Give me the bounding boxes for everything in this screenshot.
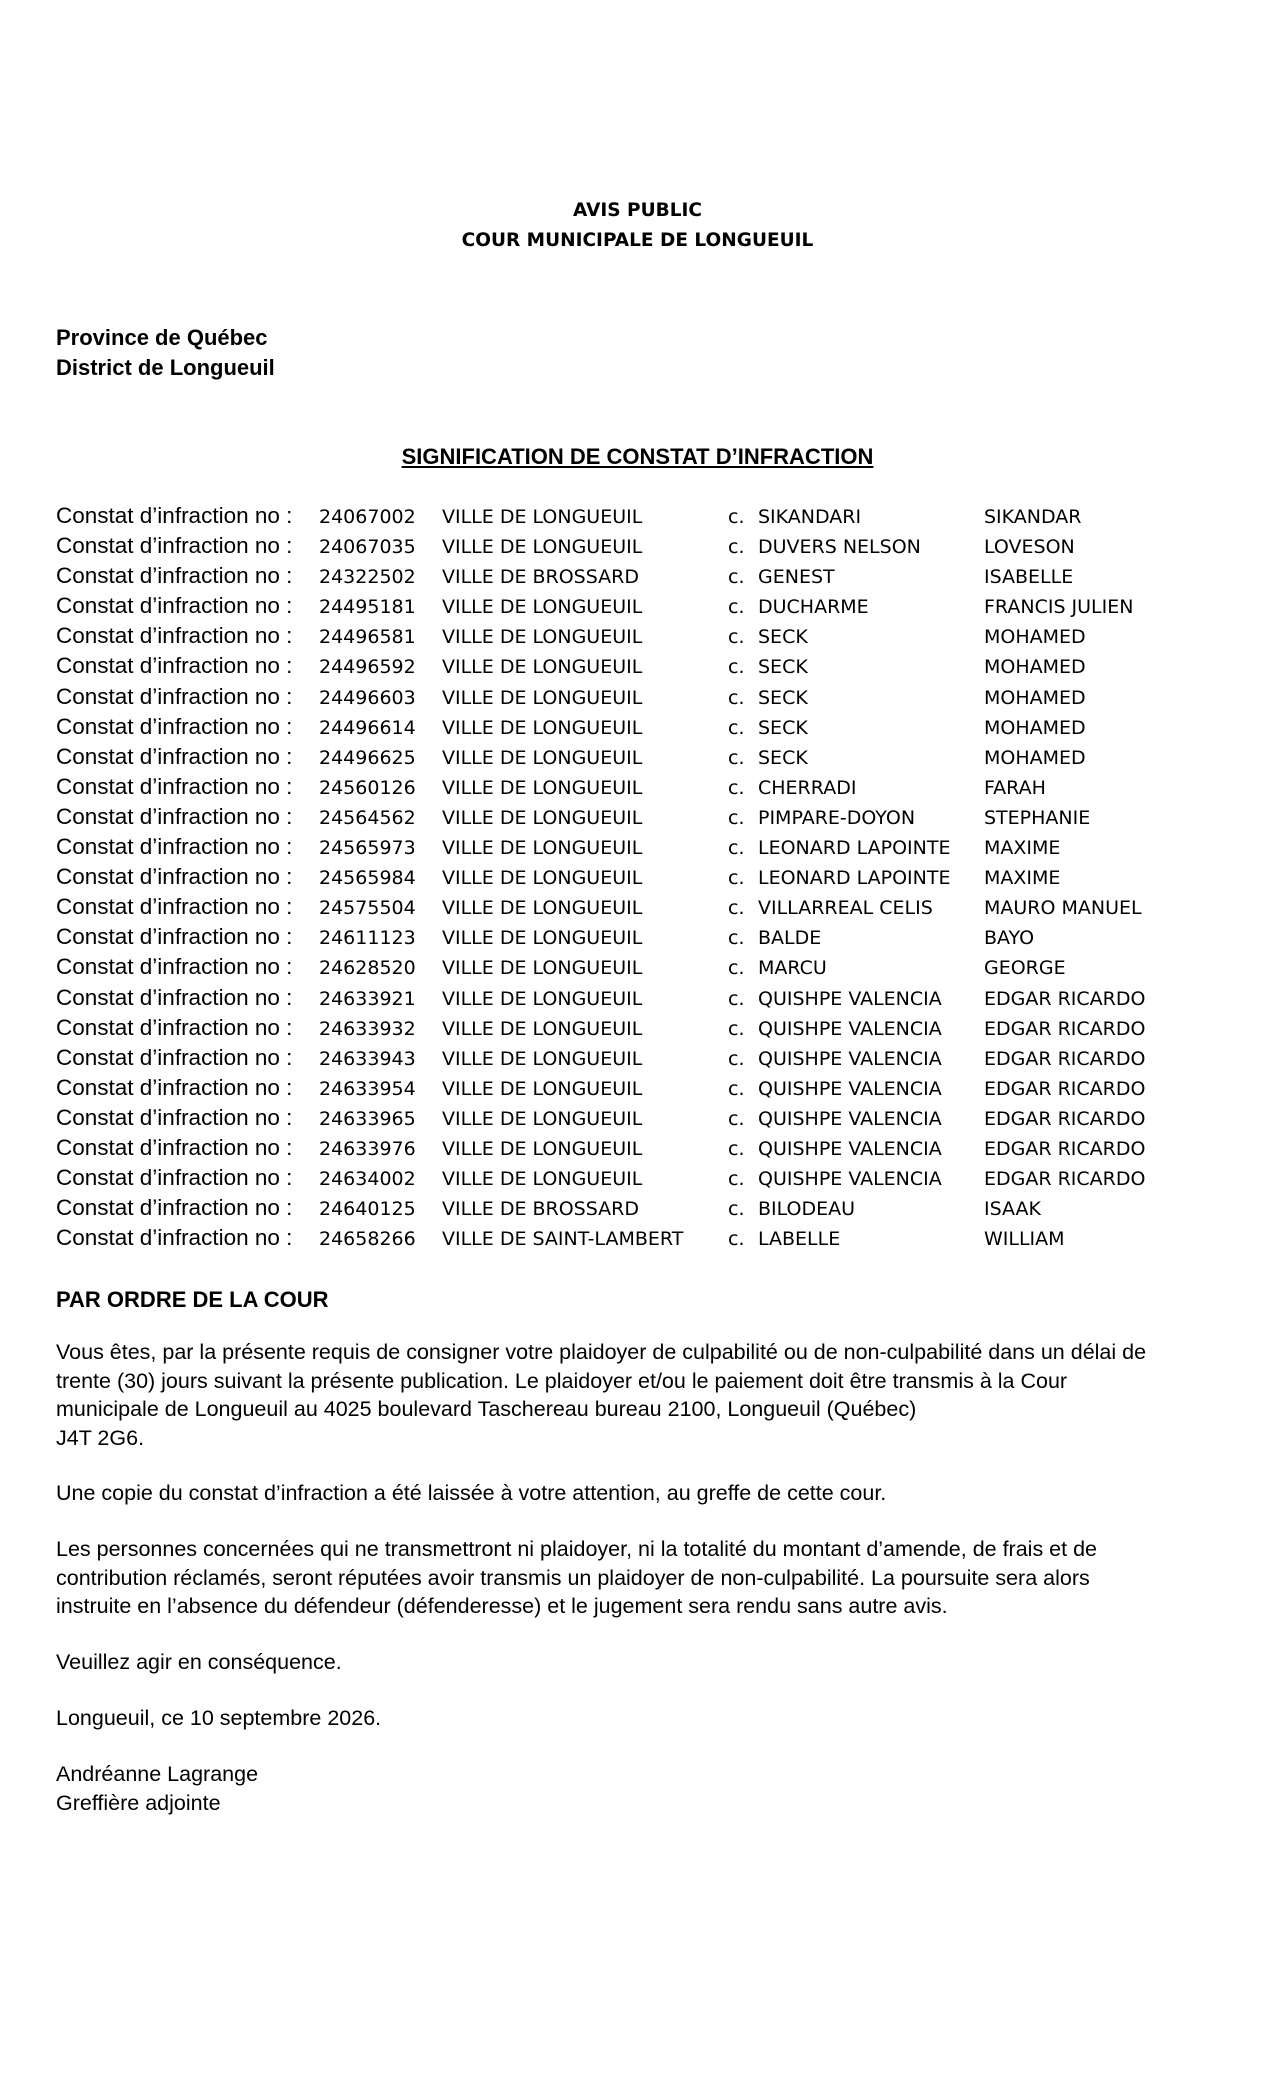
versus-marker: c.	[728, 536, 745, 559]
plaintiff-city: VILLE DE LONGUEUIL	[442, 1137, 643, 1160]
infraction-row	[56, 501, 1226, 531]
row-label: Constat d’infraction no :	[56, 1044, 293, 1070]
infraction-number: 24640125	[319, 1198, 416, 1221]
plaintiff-city: VILLE DE BROSSARD	[442, 566, 639, 589]
infraction-row	[56, 682, 1226, 712]
defendant-last-name: VILLARREAL CELIS	[758, 897, 933, 920]
defendant-first-name: EDGAR RICARDO	[984, 1137, 1146, 1160]
defendant-last-name: SECK	[758, 656, 808, 679]
defendant-first-name: MOHAMED	[984, 746, 1086, 769]
infraction-row	[56, 651, 1226, 681]
row-label: Constat d’infraction no :	[56, 954, 293, 980]
row-label: Constat d’infraction no :	[56, 864, 293, 890]
row-label: Constat d’infraction no :	[56, 1104, 293, 1130]
defendant-last-name: SECK	[758, 716, 808, 739]
infraction-row	[56, 952, 1226, 982]
plaintiff-city: VILLE DE LONGUEUIL	[442, 1107, 643, 1130]
defendant-last-name: DUVERS NELSON	[758, 536, 921, 559]
infraction-number: 24496614	[319, 716, 416, 739]
row-label: Constat d’infraction no :	[56, 1225, 293, 1251]
section-title: SIGNIFICATION DE CONSTAT D’INFRACTION	[401, 444, 874, 469]
infraction-number: 24560126	[319, 776, 416, 799]
plaintiff-city: VILLE DE LONGUEUIL	[442, 957, 643, 980]
infraction-number: 24633976	[319, 1137, 416, 1160]
infraction-number: 24575504	[319, 897, 416, 920]
versus-marker: c.	[728, 686, 745, 709]
defendant-last-name: LEONARD LAPOINTE	[758, 867, 951, 890]
text-line: trente (30) jours suivant la présente publication. Le plaidoyer et/ou le paiement doit être transmis à la Cour	[56, 1368, 1068, 1393]
infraction-row	[56, 892, 1226, 922]
row-label: Constat d’infraction no :	[56, 683, 293, 709]
infraction-row	[56, 1223, 1226, 1253]
defendant-last-name: MARCU	[758, 957, 827, 980]
defendant-first-name: EDGAR RICARDO	[984, 987, 1146, 1010]
row-label: Constat d’infraction no :	[56, 713, 293, 739]
defendant-first-name: MOHAMED	[984, 626, 1086, 649]
defendant-first-name: EDGAR RICARDO	[984, 1168, 1146, 1191]
infraction-row	[56, 531, 1226, 561]
infraction-number: 24496603	[319, 686, 416, 709]
defendant-first-name: EDGAR RICARDO	[984, 1047, 1146, 1070]
row-label: Constat d’infraction no :	[56, 984, 293, 1010]
plaintiff-city: VILLE DE LONGUEUIL	[442, 506, 643, 528]
plaintiff-city: VILLE DE LONGUEUIL	[442, 596, 643, 619]
defendant-last-name: QUISHPE VALENCIA	[758, 1047, 942, 1070]
plaintiff-city: VILLE DE BROSSARD	[442, 1198, 639, 1221]
versus-marker: c.	[728, 927, 745, 950]
versus-marker: c.	[728, 1077, 745, 1100]
defendant-first-name: ISABELLE	[984, 566, 1074, 589]
versus-marker: c.	[728, 806, 745, 829]
defendant-first-name: EDGAR RICARDO	[984, 1107, 1146, 1130]
defendant-first-name: MOHAMED	[984, 716, 1086, 739]
plaintiff-city: VILLE DE LONGUEUIL	[442, 987, 643, 1010]
defendant-last-name: DUCHARME	[758, 596, 869, 619]
defendant-last-name: QUISHPE VALENCIA	[758, 1137, 942, 1160]
plaintiff-city: VILLE DE LONGUEUIL	[442, 897, 643, 920]
row-label: Constat d’infraction no :	[56, 803, 293, 829]
defendant-last-name: QUISHPE VALENCIA	[758, 987, 942, 1010]
infraction-row	[56, 772, 1226, 802]
plaintiff-city: VILLE DE LONGUEUIL	[442, 1077, 643, 1100]
defendant-first-name: ISAAK	[984, 1198, 1041, 1221]
province: Province de Québec	[56, 325, 268, 350]
signature-block	[56, 1760, 258, 1817]
infraction-number: 24658266	[319, 1228, 416, 1251]
defendant-last-name: SECK	[758, 746, 808, 769]
infraction-number: 24633943	[319, 1047, 416, 1070]
versus-marker: c.	[728, 566, 745, 589]
defendant-last-name: GENEST	[758, 566, 835, 589]
infraction-row	[56, 742, 1226, 772]
defendant-first-name: EDGAR RICARDO	[984, 1017, 1146, 1040]
defendant-last-name: SIKANDARI	[758, 506, 862, 528]
versus-marker: c.	[728, 1017, 745, 1040]
versus-marker: c.	[728, 656, 745, 679]
infraction-number: 24611123	[319, 927, 416, 950]
court-name: COUR MUNICIPALE DE LONGUEUIL	[461, 230, 814, 251]
row-label: Constat d’infraction no :	[56, 1014, 293, 1040]
text-line: Les personnes concernées qui ne transmettront ni plaidoyer, ni la totalité du montant d’amende, de frais et de	[56, 1537, 1097, 1561]
notice-type: AVIS PUBLIC	[573, 200, 702, 221]
plaintiff-city: VILLE DE LONGUEUIL	[442, 686, 643, 709]
versus-marker: c.	[728, 506, 745, 528]
infraction-row	[56, 712, 1226, 742]
defendant-last-name: QUISHPE VALENCIA	[758, 1077, 942, 1100]
plaintiff-city: VILLE DE LONGUEUIL	[442, 1168, 643, 1191]
plaintiff-city: VILLE DE LONGUEUIL	[442, 837, 643, 860]
versus-marker: c.	[728, 776, 745, 799]
defendant-first-name: MAURO MANUEL	[984, 897, 1142, 920]
infraction-row	[56, 1013, 1226, 1043]
row-label: Constat d’infraction no :	[56, 623, 293, 649]
versus-marker: c.	[728, 626, 745, 649]
row-label: Constat d’infraction no :	[56, 563, 293, 589]
signatory-name: Andréanne Lagrange	[56, 1762, 259, 1786]
versus-marker: c.	[728, 837, 745, 860]
infraction-row	[56, 591, 1226, 621]
infraction-number: 24067035	[319, 536, 416, 559]
signatory-title: Greffière adjointe	[56, 1790, 221, 1815]
paragraph-plea-instructions	[56, 1338, 1226, 1452]
plaintiff-city: VILLE DE LONGUEUIL	[442, 626, 643, 649]
infraction-row	[56, 802, 1226, 832]
defendant-last-name: BILODEAU	[758, 1198, 856, 1221]
row-label: Constat d’infraction no :	[56, 533, 293, 559]
paragraph-default-plea	[56, 1535, 1226, 1621]
defendant-last-name: CHERRADI	[758, 776, 857, 799]
defendant-last-name: BALDE	[758, 927, 822, 950]
plaintiff-city: VILLE DE LONGUEUIL	[442, 1017, 643, 1040]
defendant-first-name: FARAH	[984, 776, 1046, 799]
defendant-first-name: EDGAR RICARDO	[984, 1077, 1146, 1100]
versus-marker: c.	[728, 716, 745, 739]
order-title: PAR ORDRE DE LA COUR	[56, 1287, 329, 1312]
versus-marker: c.	[728, 987, 745, 1010]
row-label: Constat d’infraction no :	[56, 1165, 293, 1191]
infraction-row	[56, 561, 1226, 591]
row-label: Constat d’infraction no :	[56, 1195, 293, 1221]
defendant-first-name: MOHAMED	[984, 656, 1086, 679]
plaintiff-city: VILLE DE LONGUEUIL	[442, 656, 643, 679]
infraction-number: 24495181	[319, 596, 416, 619]
defendant-first-name: MOHAMED	[984, 686, 1086, 709]
defendant-first-name: FRANCIS JULIEN	[984, 596, 1134, 619]
defendant-last-name: QUISHPE VALENCIA	[758, 1107, 942, 1130]
plaintiff-city: VILLE DE LONGUEUIL	[442, 536, 643, 559]
infraction-row	[56, 983, 1226, 1013]
row-label: Constat d’infraction no :	[56, 834, 293, 860]
versus-marker: c.	[728, 1168, 745, 1191]
infraction-number: 24067002	[319, 506, 416, 528]
defendant-first-name: GEORGE	[984, 957, 1066, 980]
versus-marker: c.	[728, 1107, 745, 1130]
infraction-row	[56, 832, 1226, 862]
infraction-number: 24633954	[319, 1077, 416, 1100]
text-line: municipale de Longueuil au 4025 boulevard Taschereau bureau 2100, Longueuil (Québec)	[56, 1397, 917, 1421]
infraction-number: 24634002	[319, 1168, 416, 1191]
jurisdiction-block	[56, 323, 275, 383]
versus-marker: c.	[728, 1228, 745, 1251]
paragraph-copy-notice: Une copie du constat d’infraction a été laissée à votre attention, au greffe de cette cour.	[56, 1481, 887, 1505]
defendant-first-name: MAXIME	[984, 867, 1061, 890]
defendant-first-name: WILLIAM	[984, 1228, 1065, 1251]
infraction-number: 24496592	[319, 656, 416, 679]
defendant-last-name: PIMPARE-DOYON	[758, 806, 916, 829]
infraction-row	[56, 1103, 1226, 1133]
plaintiff-city: VILLE DE SAINT-LAMBERT	[442, 1228, 684, 1251]
row-label: Constat d’infraction no :	[56, 894, 293, 920]
notice-header	[0, 196, 1275, 256]
row-label: Constat d’infraction no :	[56, 1134, 293, 1160]
infraction-number: 24633965	[319, 1107, 416, 1130]
versus-marker: c.	[728, 1047, 745, 1070]
versus-marker: c.	[728, 1137, 745, 1160]
infraction-number: 24633921	[319, 987, 416, 1010]
row-label: Constat d’infraction no :	[56, 593, 293, 619]
versus-marker: c.	[728, 957, 745, 980]
infraction-row	[56, 1163, 1226, 1193]
infraction-number: 24322502	[319, 566, 416, 589]
defendant-first-name: STEPHANIE	[984, 806, 1091, 829]
infraction-row	[56, 1043, 1226, 1073]
defendant-first-name: SIKANDAR	[984, 506, 1082, 528]
infraction-number: 24496581	[319, 626, 416, 649]
text-line: instruite en l’absence du défendeur (défenderesse) et le jugement sera rendu sans autre avis.	[56, 1594, 948, 1618]
district: District de Longueuil	[56, 355, 275, 380]
text-line: Vous êtes, par la présente requis de consigner votre plaidoyer de culpabilité ou de non-culpabilité dans un délai de	[56, 1340, 1147, 1364]
plaintiff-city: VILLE DE LONGUEUIL	[442, 867, 643, 890]
plaintiff-city: VILLE DE LONGUEUIL	[442, 776, 643, 799]
versus-marker: c.	[728, 1198, 745, 1221]
row-label: Constat d’infraction no :	[56, 743, 293, 769]
date-line: Longueuil, ce 10 septembre 2026.	[56, 1706, 382, 1730]
defendant-last-name: LEONARD LAPOINTE	[758, 837, 951, 860]
versus-marker: c.	[728, 596, 745, 619]
infraction-list	[56, 501, 1226, 1253]
versus-marker: c.	[728, 867, 745, 890]
text-line: J4T 2G6.	[56, 1425, 145, 1450]
row-label: Constat d’infraction no :	[56, 503, 293, 528]
defendant-last-name: QUISHPE VALENCIA	[758, 1168, 942, 1191]
defendant-first-name: BAYO	[984, 927, 1035, 950]
versus-marker: c.	[728, 897, 745, 920]
infraction-number: 24633932	[319, 1017, 416, 1040]
infraction-number: 24565973	[319, 837, 416, 860]
infraction-number: 24496625	[319, 746, 416, 769]
infraction-number: 24564562	[319, 806, 416, 829]
infraction-row	[56, 1073, 1226, 1103]
defendant-last-name: LABELLE	[758, 1228, 841, 1251]
infraction-row	[56, 922, 1226, 952]
defendant-first-name: MAXIME	[984, 837, 1061, 860]
plaintiff-city: VILLE DE LONGUEUIL	[442, 716, 643, 739]
row-label: Constat d’infraction no :	[56, 924, 293, 950]
plaintiff-city: VILLE DE LONGUEUIL	[442, 806, 643, 829]
defendant-first-name: LOVESON	[984, 536, 1075, 559]
row-label: Constat d’infraction no :	[56, 773, 293, 799]
infraction-number: 24565984	[319, 867, 416, 890]
infraction-number: 24628520	[319, 957, 416, 980]
versus-marker: c.	[728, 746, 745, 769]
infraction-row	[56, 1133, 1226, 1163]
infraction-row	[56, 862, 1226, 892]
defendant-last-name: QUISHPE VALENCIA	[758, 1017, 942, 1040]
row-label: Constat d’infraction no :	[56, 653, 293, 679]
plaintiff-city: VILLE DE LONGUEUIL	[442, 746, 643, 769]
defendant-last-name: SECK	[758, 626, 808, 649]
text-line: contribution réclamés, seront réputées avoir transmis un plaidoyer de non-culpabilité. La poursuite sera alors	[56, 1565, 1090, 1590]
plaintiff-city: VILLE DE LONGUEUIL	[442, 1047, 643, 1070]
infraction-row	[56, 621, 1226, 651]
plaintiff-city: VILLE DE LONGUEUIL	[442, 927, 643, 950]
row-label: Constat d’infraction no :	[56, 1074, 293, 1100]
paragraph-act-accordingly: Veuillez agir en conséquence.	[56, 1650, 342, 1674]
infraction-row	[56, 1193, 1226, 1223]
defendant-last-name: SECK	[758, 686, 808, 709]
